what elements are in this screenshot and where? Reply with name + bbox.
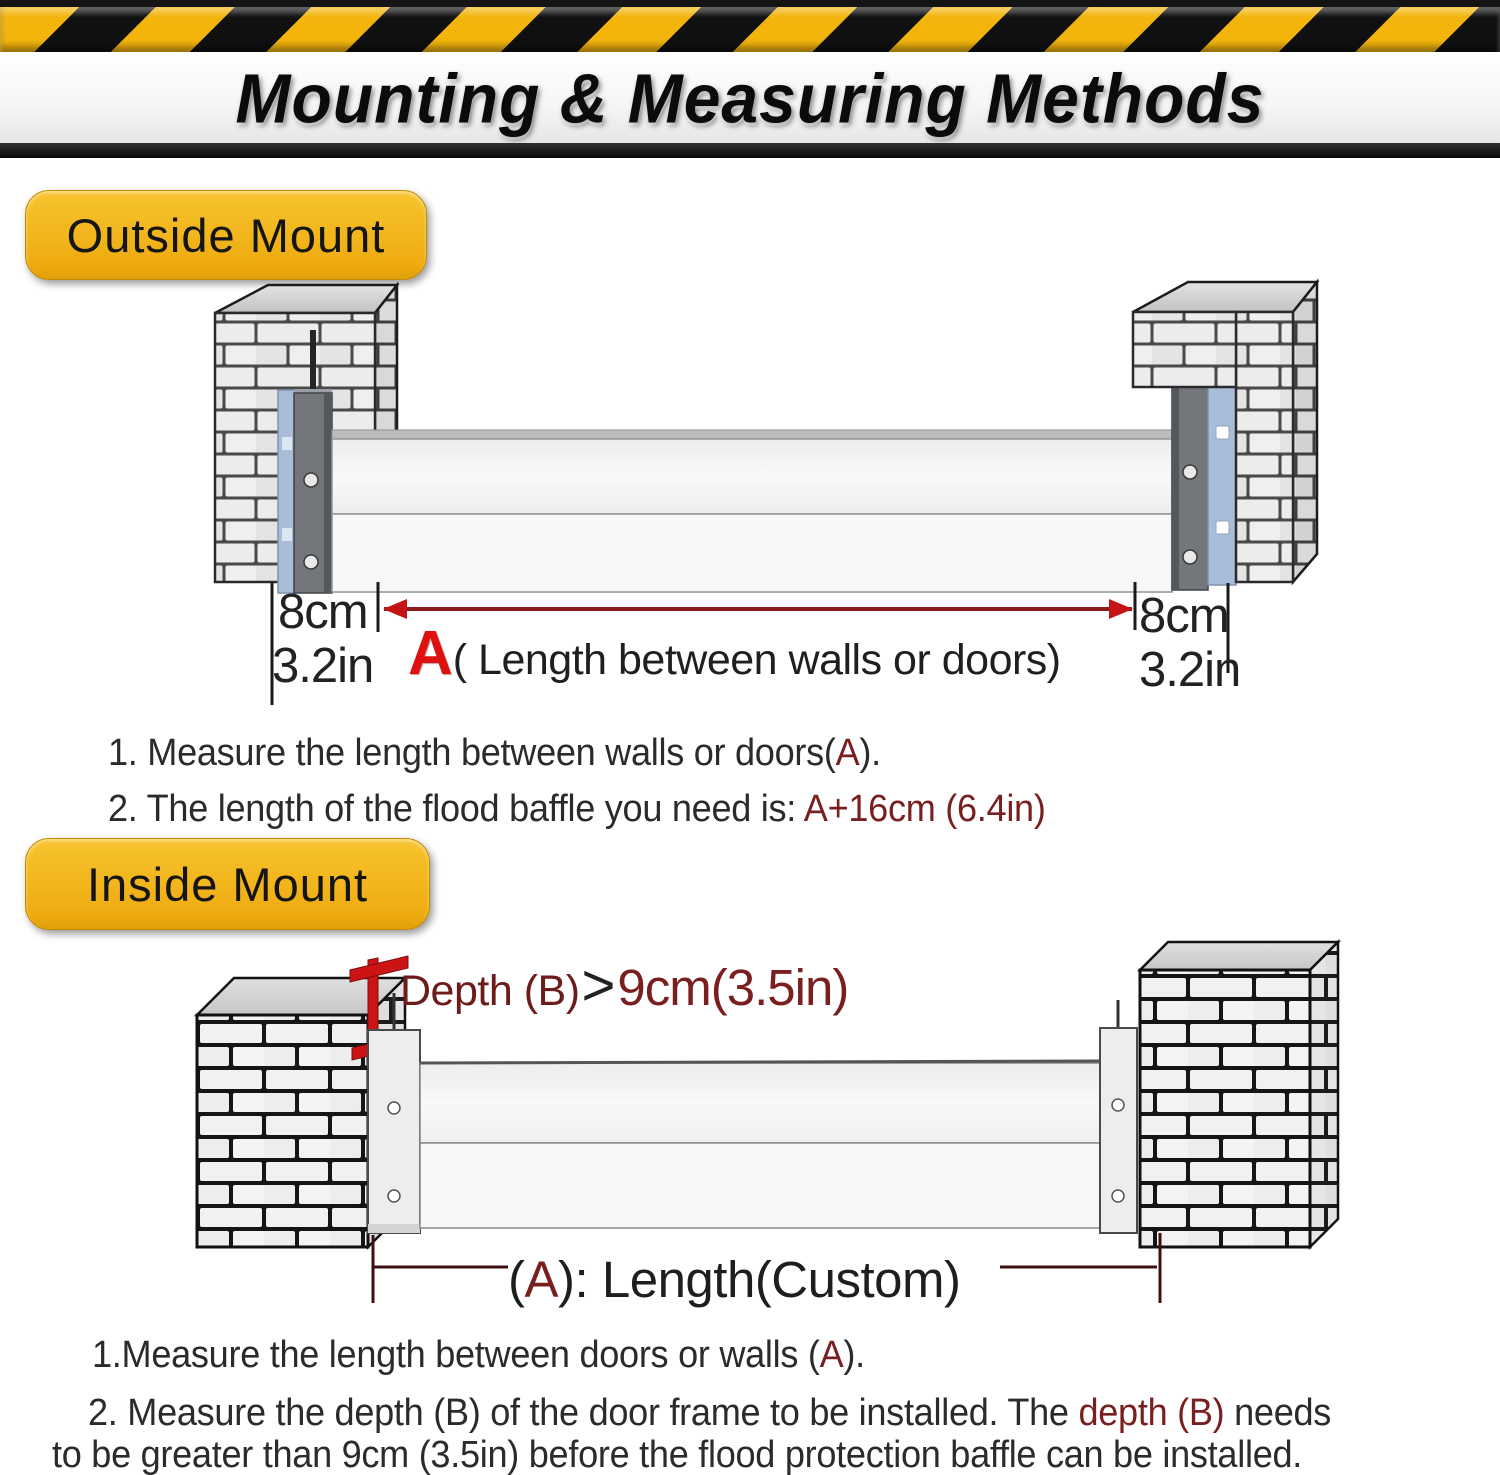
depth-label-name: Depth (B): [400, 967, 580, 1015]
inside-step-1: [92, 1334, 865, 1377]
right-offset-inch: 3.2in: [1139, 643, 1241, 697]
outside-step-1: [108, 732, 881, 775]
inside-mount-badge-label: Inside Mount: [86, 857, 369, 911]
step-text: 2. The length of the flood baffle you need is:: [108, 788, 804, 830]
page-title: Mounting & Measuring Methods: [235, 58, 1265, 137]
bracket-screw: [304, 473, 318, 487]
depth-label-value: 9cm(3.5in): [617, 959, 849, 1016]
step-highlight: depth (B): [1078, 1392, 1225, 1434]
left-mounting-bracket: [368, 993, 420, 1233]
right-brick-pillar: [1140, 942, 1338, 1247]
left-offset-cm: 8cm: [278, 585, 368, 639]
bracket-screw: [1183, 465, 1197, 479]
bracket-screw: [1183, 550, 1197, 564]
bracket-screw: [388, 1102, 400, 1114]
step-highlight: A: [819, 1334, 844, 1376]
left-offset-inch: 3.2in: [272, 639, 374, 693]
tape-top-line: [0, 0, 1500, 7]
step-highlight: A: [835, 732, 860, 774]
left-seal-strip: [278, 390, 295, 593]
length-label-suffix: ): Length(Custom): [558, 1251, 961, 1308]
right-offset-cm: 8cm: [1139, 589, 1229, 643]
step-text: 1. Measure the length between walls or doors(: [108, 732, 836, 774]
inside-step-2-line-2: [52, 1434, 1302, 1475]
step-text: 2. Measure the depth (B) of the door frame to be installed. The: [88, 1392, 1079, 1434]
span-a-text: ( Length between walls or doors): [452, 636, 1061, 684]
span-arrow: [383, 599, 1133, 619]
span-a-letter: A: [408, 619, 453, 688]
step-highlight: A+16cm (6.4in): [803, 788, 1046, 830]
span-a-label: [408, 618, 1061, 689]
step-text: to be greater than 9cm (3.5in) before the flood protection baffle can be installed.: [52, 1434, 1303, 1475]
step-text: needs: [1224, 1392, 1332, 1434]
greater-than-sign: >: [581, 953, 616, 1018]
step-text: ).: [859, 732, 881, 774]
right-seal-strip: [1208, 385, 1236, 585]
outside-mount-badge-label: Outside Mount: [66, 208, 386, 262]
outside-step-2: [108, 788, 1046, 831]
custom-length-label: [508, 1250, 961, 1309]
step-text: 1.Measure the length between doors or walls (: [92, 1334, 820, 1376]
bracket-screw: [1112, 1099, 1124, 1111]
bracket-screw: [304, 555, 318, 569]
length-label-prefix: (: [508, 1251, 525, 1308]
title-banner: [0, 52, 1500, 143]
flood-barrier-panels: [332, 430, 1172, 592]
bracket-screw: [388, 1190, 400, 1202]
inside-mount-badge: [25, 838, 430, 930]
title-underbar: [0, 143, 1500, 158]
inside-step-2-line-1: [88, 1392, 1331, 1435]
bracket-screw: [1112, 1190, 1124, 1202]
flood-barrier-panels: [420, 1061, 1100, 1228]
depth-label: [400, 952, 848, 1019]
length-label-a: A: [524, 1251, 559, 1308]
outside-mount-badge: [25, 190, 427, 280]
hazard-tape-banner: [0, 7, 1500, 52]
step-text: ).: [843, 1334, 865, 1376]
right-mounting-bracket: [1100, 1000, 1137, 1233]
